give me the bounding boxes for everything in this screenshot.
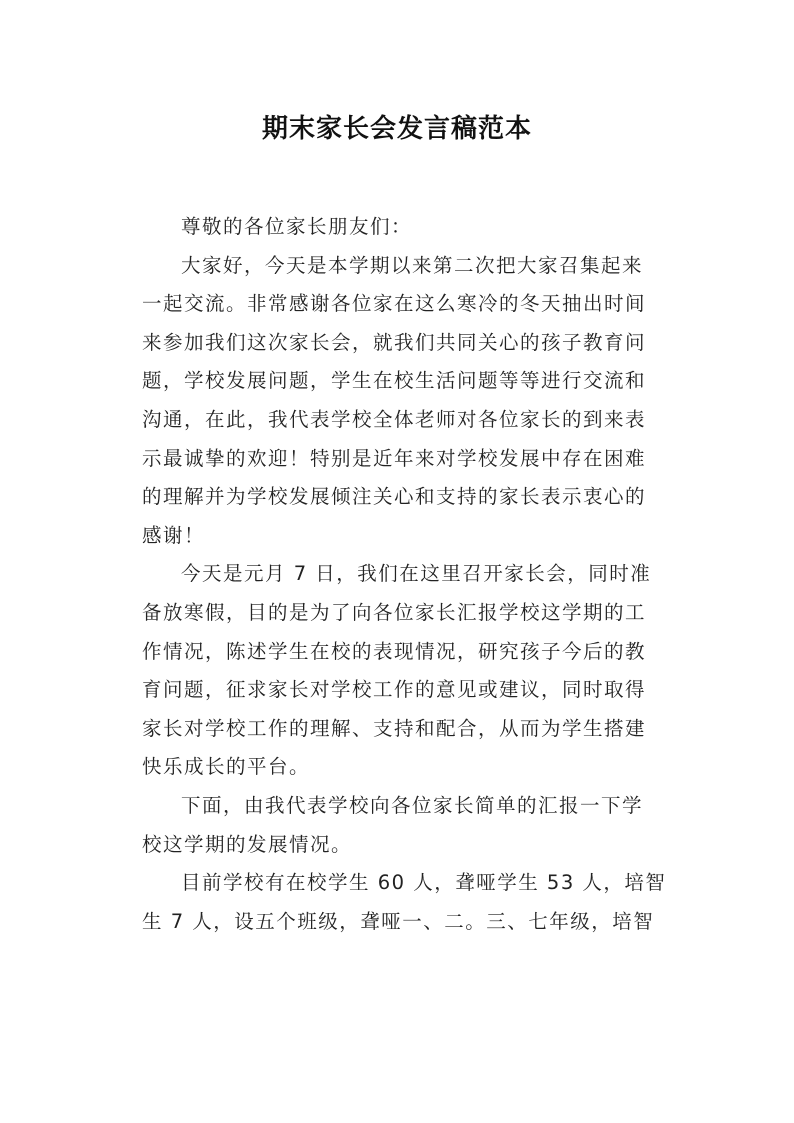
text-line: 的理解并为学校发展倾注关心和支持的家长表示衷心的 — [142, 485, 647, 509]
text-line: 大家好，今天是本学期以来第二次把大家召集起来 — [181, 253, 644, 277]
paragraph-welcome — [142, 247, 660, 556]
text-line: 育问题，征求家长对学校工作的意见或建议，同时取得 — [142, 678, 647, 702]
document-body — [142, 208, 667, 941]
text-line: 生 7 人，设五个班级，聋哑一、二。三、七年级，培智 — [142, 909, 655, 933]
text-line: 快乐成长的平台。 — [142, 755, 311, 779]
text-line: 校这学期的发展情况。 — [142, 832, 353, 856]
text-line: 沟通，在此，我代表学校全体老师对各位家长的到来表 — [142, 407, 647, 431]
paragraph-report-intro — [142, 787, 660, 864]
text-line: 感谢！ — [142, 523, 206, 547]
document-title: 期末家长会发言稿范本 — [261, 114, 532, 144]
paragraph-purpose — [142, 555, 660, 787]
text-line: 家长对学校工作的理解、支持和配合，从而为学生搭建 — [142, 716, 647, 740]
text-line: 今天是元月 7 日，我们在这里召开家长会，同时准 — [181, 562, 652, 586]
text-line: 备放寒假，目的是为了向各位家长汇报学校这学期的工 — [142, 600, 647, 624]
text-line: 来参加我们这次家长会，就我们共同关心的孩子教育问 — [142, 330, 647, 354]
text-line: 下面，由我代表学校向各位家长简单的汇报一下学 — [181, 793, 644, 817]
text-line: 目前学校有在校学生 60 人，聋哑学生 53 人，培智 — [181, 871, 667, 895]
text-line: 作情况，陈述学生在校的表现情况，研究孩子今后的教 — [142, 639, 647, 663]
text-line: 题，学校发展问题，学生在校生活问题等等进行交流和 — [142, 369, 647, 393]
text-line: 尊敬的各位家长朋友们： — [181, 215, 413, 238]
text-line: 一起交流。非常感谢各位家在这么寒冷的冬天抽出时间 — [142, 292, 647, 316]
salutation — [142, 208, 660, 247]
text-line: 示最诚挚的欢迎！特别是近年来对学校发展中存在困难 — [142, 446, 647, 470]
paragraph-school-stats — [142, 864, 667, 941]
